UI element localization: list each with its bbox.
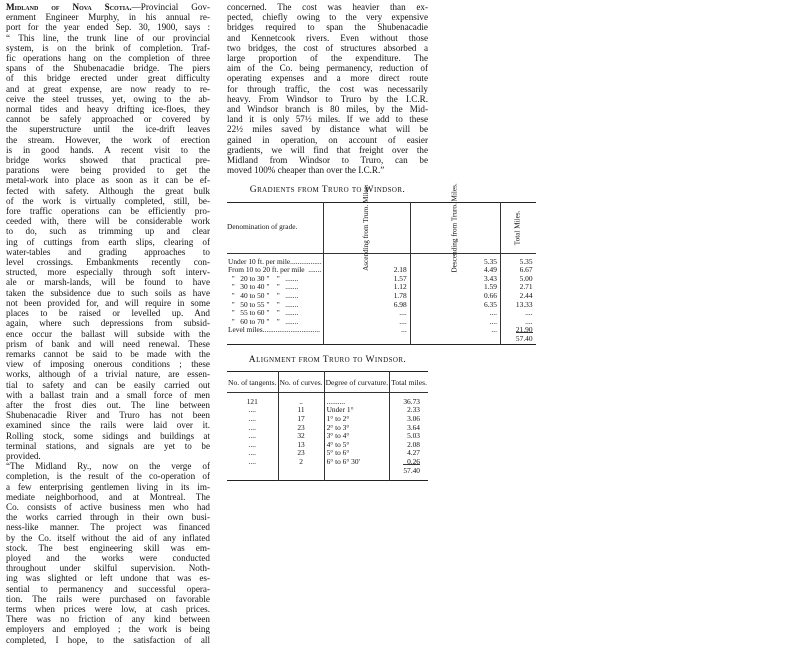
alignment-cell: 23 [278,424,324,433]
article-line: large proportion of the expenditure. The [227,53,428,64]
article-line: water-tables and grading approaches to [6,246,210,257]
article-line: ing was slighted or left undone that was es- [6,573,210,584]
grade-label: " 60 to 70 " " ....... [228,316,299,326]
article-line: parations were being provided to get the [6,165,210,176]
alignment-header-total: Total miles. [390,371,428,392]
grade-value: 1.12 [323,283,410,292]
alignment-cell: .... [248,405,256,415]
alignment-table-title: Alignment from Truro to Windsor. [248,353,407,365]
article-line: two bridges, the cost of structures absorbed a [227,42,428,53]
article-line: the stream. However, the work of erection [6,134,210,145]
article-line: examined since the rails were laid over it. [6,420,210,431]
article-line: and Kennetcook rivers. Even without those [227,32,428,43]
grade-value: .... [500,318,535,327]
article-line: ployed and the works were conducted [6,552,210,563]
alignment-total: 57.40 [403,465,420,475]
article-line: fected with safety. Although the great bulk [6,185,210,196]
article-line: ernment Engineer Murphy, in his annual re- [6,12,210,23]
alignment-cell: 5° to 6° [324,449,390,458]
alignment-cell: .... [248,413,256,423]
alignment-header-curves: No. of curves. [278,371,324,392]
grade-label: " 30 to 40 " " ....... [228,282,299,292]
alignment-cell: 0.26 [390,458,428,467]
article-line: moved 100% cheaper than over the I.C.R.” [227,165,385,176]
article-line [6,2,210,12]
grade-value: 1.57 [323,275,410,284]
article-line: view of imposing onerous conditions ; these [6,359,210,370]
article-line: heavy. From Windsor to Truro by the I.C.R. [227,93,428,104]
article-line: ceive the steel trusses, yet, owing to the ab- [6,93,210,104]
alignment-cell: 17 [278,415,324,424]
gradients-header-descending: Descending from Truro. Miles. [410,202,500,253]
article-line: with a ballast train and a small force of men [6,389,210,400]
article-line: bridges required to span the Shubenacadie [227,22,428,33]
article-line: throughout under skilful supervision. Noth- [6,563,210,574]
left-column [6,2,210,645]
article-line: terms when prices were low, at cash prices. [6,603,210,614]
grade-value: 1.78 [323,292,410,301]
article-line: terminal stations, and signals are yet to be [6,440,210,451]
article-line: the superstructure until the ice-drift leaves [6,124,210,135]
article-line: system, is on the brink of completion. Traf- [6,42,210,53]
grade-value: 6.35 [410,301,500,310]
alignment-cell: 3° to 4° [324,432,390,441]
grade-label: " 50 to 55 " " ....... [228,299,299,309]
article-line: to do, such as trimming up and clear [6,226,210,237]
article-line: structed, more especially through soft interv- [6,267,210,278]
article-line: ale or marsh-lands, will be found to have [6,277,210,288]
article-line: ness-like manner. The project was financed [6,522,210,533]
grade-value: 5.35 [500,258,535,267]
alignment-cell: 2.08 [390,441,428,450]
article-line: and at great expense, are now ready to re- [6,83,210,94]
gradients-header-ascending: Ascending from Truro. Miles. [323,202,410,253]
grade-value: 5.00 [500,275,535,284]
grade-value: 6.98 [323,301,410,310]
article-heading: Midland of Nova Scotia. [6,2,132,12]
alignment-cell: 4° to 5° [324,441,390,450]
article-line: tion. The rails were purchased on favorable [6,593,210,604]
article-line: and Windsor branch is 80 miles, by the Mid- [227,104,428,115]
alignment-cell: .... [248,422,256,432]
article-line: fore traffic operations can be efficiently pro- [6,206,210,217]
alignment-table [227,371,428,481]
article-line: remarks cannot be said to be made with the [6,348,210,359]
alignment-cell: 121 [246,396,258,406]
article-line: 22½ miles saved by distance what will be [227,124,428,135]
article-line: spans of the Shubenacadie bridge. The piers [6,63,210,74]
grade-value: .... [410,309,500,318]
article-line: ceeded with, there will be considerable work [6,216,210,227]
grade-label: Level miles............................... [228,325,320,335]
grade-value: .... [323,309,410,318]
article-line: places to be raised or levelled up. And [6,308,210,319]
grade-value: 21.90 [500,326,535,335]
alignment-cell: 23 [278,449,324,458]
grade-value: 3.43 [410,275,500,284]
grade-label: " 55 to 60 " " ....... [228,308,299,318]
article-line: not been provided for, and will require in some [6,297,210,308]
grade-value: .... [410,318,500,327]
alignment-cell: 13 [278,441,324,450]
article-line: normal tides and heavy drifting ice-floes, they [6,104,210,115]
gradients-table-title: Gradients from Truro to Windsor. [249,184,406,196]
alignment-cell: 6° to 6° 30' [324,458,390,467]
grade-value: 5.35 [410,258,500,267]
article-line: a few enterprising gentlemen living in its im- [6,481,210,492]
grade-label: From 10 to 20 ft. per mile ....... [228,265,322,275]
alignment-cell: 3.64 [390,424,428,433]
article-line: stock. The best engineering skill was em- [6,542,210,553]
grade-value: 2.44 [500,292,535,301]
alignment-cell: .... [248,439,256,449]
right-column-text [227,2,428,175]
grade-value: 6.67 [500,266,535,275]
article-line: again, where such depressions from subsid- [6,318,210,329]
alignment-cell: .. [278,398,324,407]
article-line: of the work is virtually completed, still, be- [6,195,210,206]
alignment-cell: .... [248,456,256,466]
alignment-cell: 2° to 3° [324,424,390,433]
alignment-header-degree: Degree of curvature. [324,371,390,392]
article-line: tial to safety and can be easily carried out [6,379,210,390]
grade-value: 4.49 [410,266,500,275]
article-line: gradients, we will find that freight over the [227,144,428,155]
grade-label: " 40 to 50 " " ....... [228,291,299,301]
article-line: for through traffic, the cost was necessarily [227,83,428,94]
article-line: sential to permanency and successful opera- [6,583,210,594]
article-line: is in good hands. A recent visit to the [6,144,210,155]
grade-label: Under 10 ft. per mile................. [228,256,322,266]
article-line: bridge works showed that practical pre- [6,155,210,166]
grade-value: 1.59 [410,283,500,292]
article-line: level crossings. Embankments recently con- [6,257,210,268]
article-line: “ This line, the trunk line of our provincial [6,32,210,43]
article-line: Co. consists of active business men who had [6,501,210,512]
grade-value: .... [500,309,535,318]
alignment-cell: 3.06 [390,415,428,424]
article-line: after the frost dies out. The line between [6,399,210,410]
article-line: metal-work into place as soon as it can be ef- [6,175,210,186]
gradients-row [227,326,536,335]
article-line: of this bridge erected under great difficulty [6,73,210,84]
alignment-table-body [227,392,428,480]
article-line: land it is only 57½ miles. If we add to these [227,114,428,125]
alignment-cell: Under 1° [324,406,390,415]
article-line: fic operations hang on the completion of three [6,53,210,64]
alignment-cell: 32 [278,432,324,441]
alignment-cell: 2 [278,458,324,467]
gradients-table-body [227,253,536,344]
article-line: Rolling stock, some sidings and buildings at [6,430,210,441]
alignment-cell: 36.73 [390,398,428,407]
article-line: There was no friction of any kind between [6,614,210,625]
article-line: port for the year ended Sep. 30, 1900, says : [6,22,210,33]
alignment-cell: 11 [278,406,324,415]
article-line: operating expenses and a more direct route [227,73,428,84]
alignment-cell: 4.27 [390,449,428,458]
article-line: provided. [6,450,41,461]
grade-value: 2.71 [500,283,535,292]
alignment-cell: 5.03 [390,432,428,441]
grade-label: " 20 to 30 " " ....... [228,273,299,283]
article-line: cannot be safely approached or covered by [6,114,210,125]
article-line: concerned. The cost was heavier than ex- [227,2,428,12]
article-line: mediate neighborhood, and at Montreal. The [6,491,210,502]
article-line: Shubenacadie River and Truro has not been [6,410,210,421]
alignment-header-tangents: No. of tangents. [227,371,278,392]
article-line: aim of the Co. being permanency, reduction of [227,63,428,74]
alignment-cell: .......... [324,398,390,407]
grade-value: .... [323,318,410,327]
article-line: the works carried through in their own busi- [6,512,210,523]
gradients-header-total: Total Miles. [500,202,535,253]
article-line: Midland from Windsor to Truro, can be [227,155,428,166]
article-line: gained in operation, on account of easier [227,134,428,145]
article-line: ence occur the ballast will subside with the [6,328,210,339]
alignment-cell: 2.33 [390,406,428,415]
article-line-text: —Provincial Gov- [131,2,210,12]
alignment-row [227,458,428,467]
article-line: prism of bank and will need renewal. These [6,338,210,349]
article-line: employers and employed ; the work is being [6,624,210,635]
grade-value: 2.18 [323,266,410,275]
grade-value: 13.33 [500,301,535,310]
article-line: pected, chiefly owing to the very expensive [227,12,428,23]
alignment-cell: .... [248,448,256,458]
article-line: ing of cuttings from earth slips, clearing of [6,236,210,247]
grade-value: 0.66 [410,292,500,301]
alignment-cell: 1° to 2° [324,415,390,424]
article-line: completion, is the result of the co-operation of [6,471,210,482]
article-line: taken the subsidence due to such soils as have [6,287,210,298]
right-column [227,2,533,481]
article-line: completed, I hope, to the satisfaction of all [6,634,210,645]
article-line: by the Co. itself without the aid of any inflated [6,532,210,543]
grade-value: ... [410,326,500,335]
article-line: “The Midland Ry., now on the verge of [6,461,210,472]
gradients-total: 57.40 [515,334,533,343]
alignment-cell: .... [248,431,256,441]
grade-value: ... [323,326,410,335]
article-line: works, although of a trivial nature, are essen- [6,369,210,380]
gradients-header-denomination: Denomination of grade. [227,202,323,253]
